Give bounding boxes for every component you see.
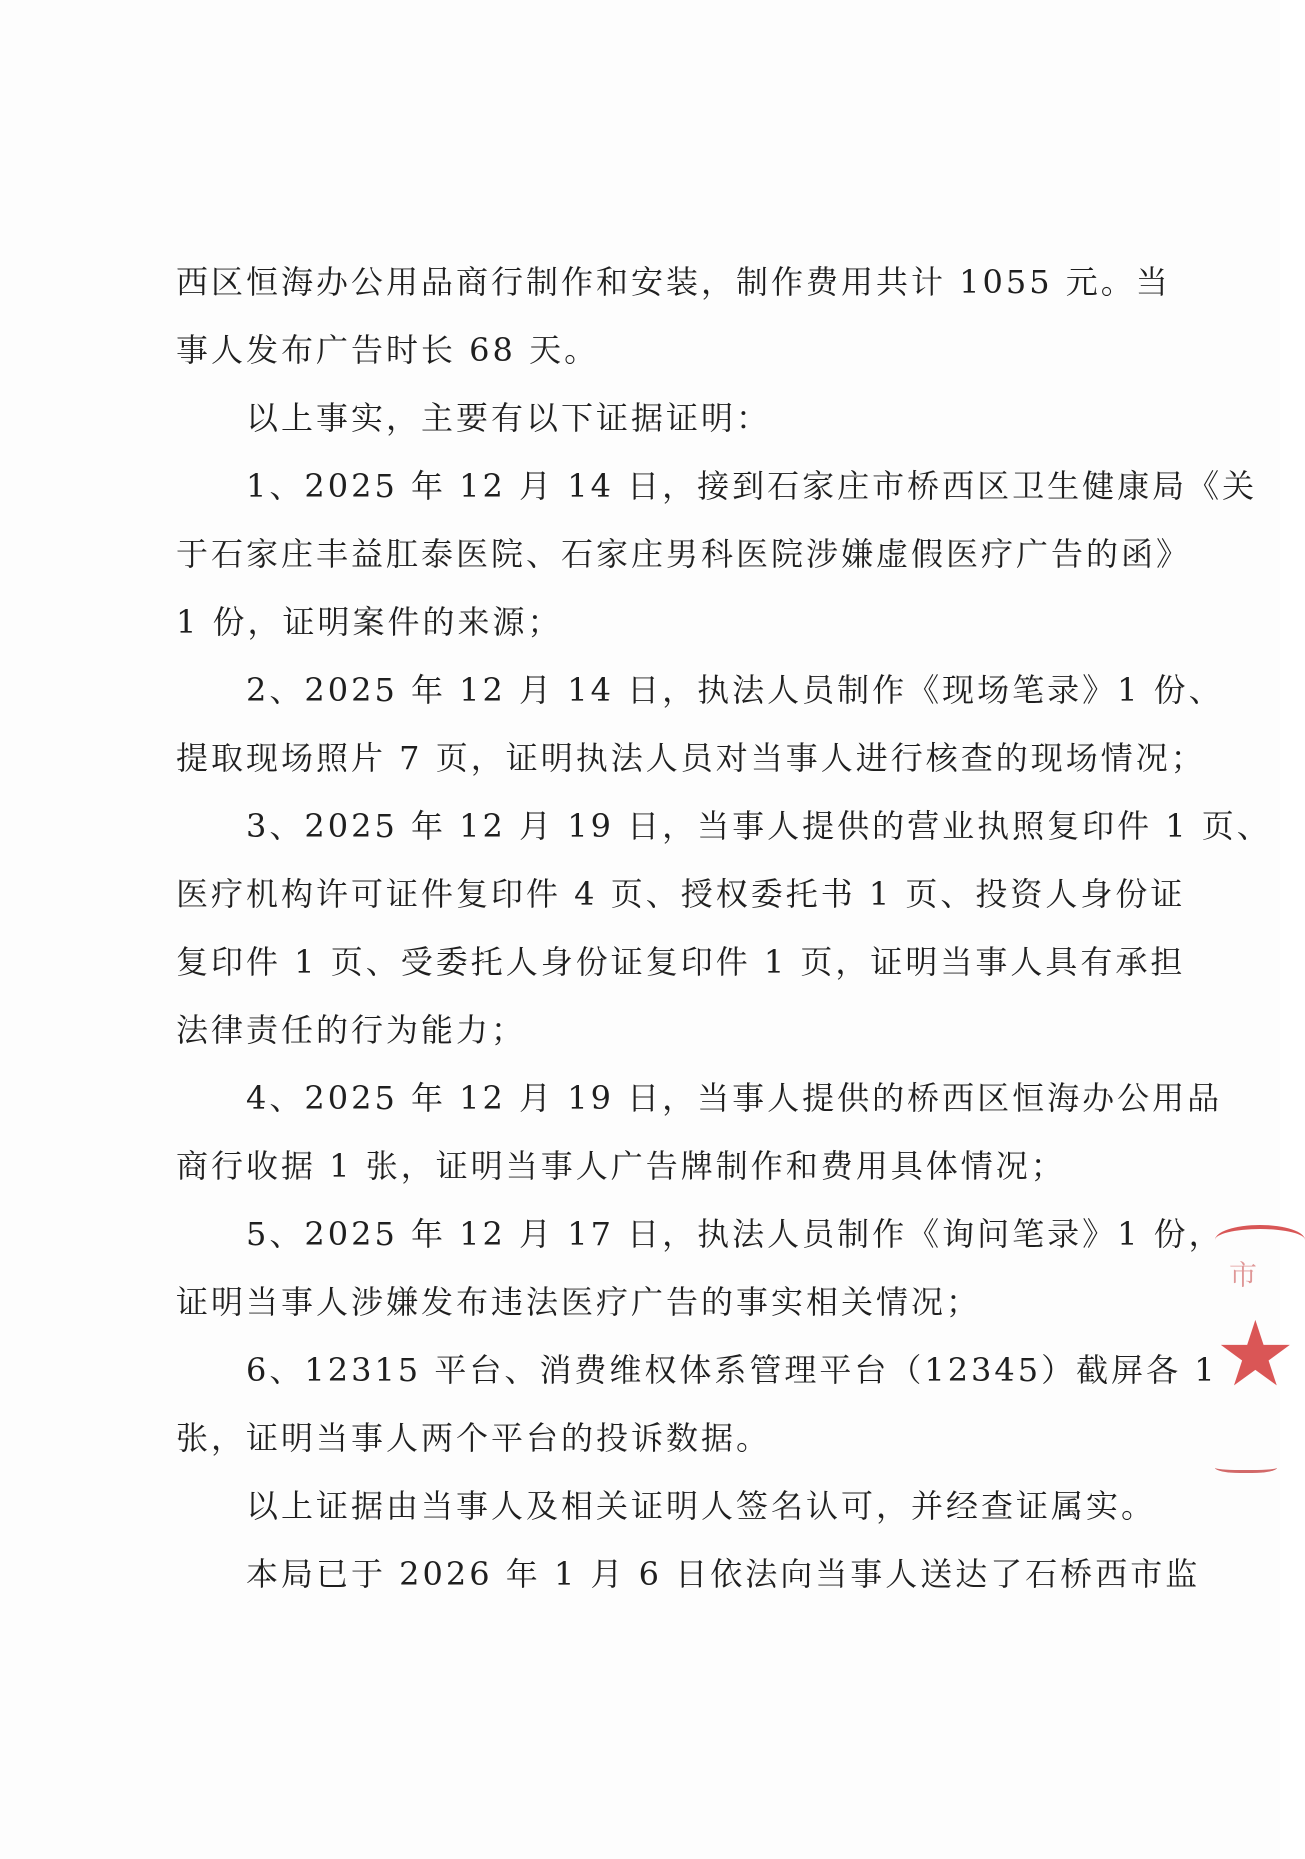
text-line-5: 于石家庄丰益肛泰医院、石家庄男科医院涉嫌虚假医疗广告的函》 (176, 535, 1192, 573)
text-line-11: 复印件 1 页、受委托人身份证复印件 1 页，证明当事人具有承担 (176, 943, 1186, 981)
text-line-9: 3、2025 年 12 月 19 日，当事人提供的营业执照复印件 1 页、 (176, 807, 1272, 845)
text-line-15: 5、2025 年 12 月 17 日，执法人员制作《询问笔录》1 份， (176, 1215, 1224, 1253)
document-body (176, 248, 1272, 1608)
text-line-17: 6、12315 平台、消费维权体系管理平台（12345）截屏各 1 (176, 1351, 1218, 1389)
text-line-12: 法律责任的行为能力； (176, 1011, 527, 1049)
seal-bottom-arc (1215, 1460, 1277, 1473)
text-line-7: 2、2025 年 12 月 14 日，执法人员制作《现场笔录》1 份、 (176, 671, 1224, 709)
text-line-19: 以上证据由当事人及相关证明人签名认可，并经查证属实。 (176, 1487, 1157, 1525)
text-line-20: 本局已于 2026 年 1 月 6 日依法向当事人送达了石桥西市监 (176, 1555, 1201, 1593)
text-line-1: 西区恒海办公用品商行制作和安装，制作费用共计 1055 元。当 (176, 263, 1171, 301)
text-line-10: 医疗机构许可证件复印件 4 页、授权委托书 1 页、投资人身份证 (176, 875, 1186, 913)
text-line-18: 张，证明当事人两个平台的投诉数据。 (176, 1419, 772, 1457)
official-seal-fragment (1205, 1210, 1296, 1500)
text-line-2: 事人发布广告时长 68 天。 (176, 331, 600, 369)
text-line-8: 提取现场照片 7 页，证明执法人员对当事人进行核查的现场情况； (176, 739, 1206, 777)
text-line-13: 4、2025 年 12 月 19 日，当事人提供的桥西区恒海办公用品 (176, 1079, 1223, 1117)
seal-text: 市 (1225, 1260, 1258, 1290)
text-line-6: 1 份，证明案件的来源； (176, 603, 563, 641)
text-line-14: 商行收据 1 张，证明当事人广告牌制作和费用具体情况； (176, 1147, 1066, 1185)
seal-star-icon: ★ (1215, 1302, 1296, 1407)
text-line-3: 以上事实，主要有以下证据证明： (176, 399, 772, 437)
text-line-4: 1、2025 年 12 月 14 日，接到石家庄市桥西区卫生健康局《关 (176, 467, 1258, 505)
text-line-16: 证明当事人涉嫌发布违法医疗广告的事实相关情况； (176, 1283, 982, 1321)
seal-arc (1215, 1225, 1305, 1255)
